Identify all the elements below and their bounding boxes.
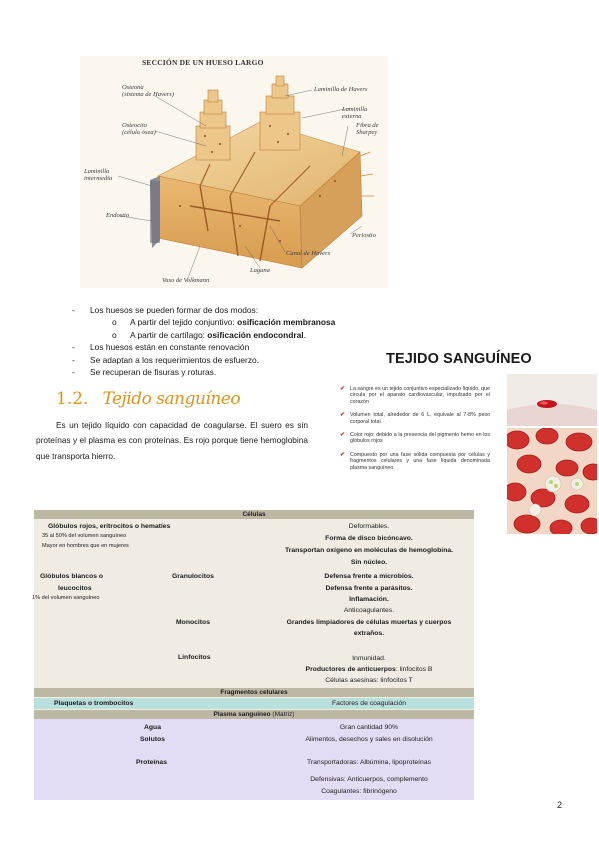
panel-list-item: ✔ Color rojo: debido a la presencia del pigmento hemo en los glóbulos rojos [340, 432, 490, 445]
blood-components-table [34, 510, 474, 800]
cell-type-globulos-blancos: leucocitos [58, 585, 92, 592]
cell-desc: Defensivas: Anticuerpos, complemento [310, 776, 428, 783]
section-number: 1.2. [56, 389, 89, 409]
cell-desc: Transportan oxígeno en moléculas de hemoglobina. [284, 547, 454, 554]
cell-note: Mayor en hombres que en mujeres [42, 543, 129, 549]
checkmark-icon: ✔ [340, 432, 346, 439]
cell-desc: extraños. [353, 630, 385, 637]
list-item: - Se adaptan a los requerimientos de esfuerzo. [72, 354, 260, 365]
list-item: - Los huesos se pueden formar de dos modos: [72, 305, 259, 315]
list-item: o A partir del tejido conjuntivo: osificación membranosa [112, 317, 336, 328]
blood-cells-image [507, 428, 597, 534]
cell-desc: Inmunidad. [352, 655, 386, 662]
plasma-agua: Agua [144, 724, 161, 731]
checkmark-icon: ✔ [340, 451, 346, 458]
cell-subtype-granulocitos: Granulocitos [172, 573, 214, 580]
label-canal-havers: Canal de Havers [286, 250, 331, 257]
cell-desc: Transportadoras: Albúmina, lipoproteínas [306, 759, 432, 766]
panel-list-item: ✔ Volumen total, alrededor de 6 L, equivale al 7-8% peso corporal total. [340, 412, 490, 425]
label-vaso-volkmann: Vaso de Volkmann [162, 277, 210, 284]
cell-desc: Alimentos, desechos y sales en disolución [305, 736, 433, 743]
cell-desc: Células asesinas: linfocitos T [325, 677, 413, 684]
list-item: - Los huesos están en constante renovación [72, 342, 250, 353]
label-periostio: Periostio [352, 232, 376, 239]
bone-section-figure [80, 56, 388, 288]
cell-desc: Factores de coagulación [331, 700, 407, 707]
cell-desc: Sin núcleo. [350, 559, 388, 566]
bone-facts-list [72, 304, 372, 378]
checkmark-icon: ✔ [340, 386, 346, 392]
cell-desc: Productores de anticuerpos: linfocitos B [305, 666, 433, 673]
panel-list-item: ✔ Compuesto por una fase sólida compuesta por células y fragmentos celulares y una fase líquida denominada plasma sanguíneo. [340, 451, 490, 471]
list-item: o A partir de cartílago: osificación endocondral. [112, 329, 306, 340]
figure-title: SECCIÓN DE UN HUESO LARGO [142, 58, 264, 67]
label-laminilla-havers: Laminilla de Havers [314, 86, 368, 93]
cell-desc: Coagulantes: fibrinógeno [321, 788, 397, 795]
section-heading [56, 389, 240, 409]
cell-type-plaquetas: Plaquetas o trombocitos [54, 700, 134, 707]
page-number: 2 [557, 800, 563, 810]
blood-drop-image [507, 374, 597, 426]
panel-list [340, 386, 490, 478]
section-title: Tejido sanguíneo [102, 389, 241, 409]
cell-subtype-monocitos: Monocitos [176, 619, 210, 626]
list-item: - Se recuperan de fisuras y roturas. [72, 367, 217, 378]
cell-type-globulos-rojos: Glóbulos rojos, eritrocitos o hematíes [48, 523, 171, 530]
cell-subtype-linfocitos: Linfocitos [178, 654, 211, 661]
table-header-celulas: Células [34, 510, 474, 519]
section-paragraph: Es un tejido líquido con capacidad de coagularse. El suero es sin proteínas y el plasma es con proteínas. Es rojo porque tiene hemoglobina que transporta hierro. [36, 420, 308, 461]
cell-desc: Defensa frente a parásitos. [325, 585, 413, 592]
label-osteocito: Osteocito (célula ósea) [122, 122, 156, 136]
cell-desc: Forma de disco bicóncavo. [325, 535, 413, 542]
label-endostio: Endostio [106, 212, 130, 219]
cell-desc: Deformables. [348, 523, 390, 530]
cell-desc: Defensa frente a microbios. [324, 573, 414, 580]
label-laminilla-intermedia: Laminilla intermedia [84, 168, 113, 182]
cell-note: 1% del volumen sanguíneo [32, 595, 100, 601]
panel-title: TEJIDO SANGUÍNEO [386, 351, 532, 367]
table-header-fragmentos: Fragmentos celulares [34, 688, 474, 697]
checkmark-icon: ✔ [340, 412, 346, 419]
table-header-plasma: Plasma sanguíneo (Matriz) [34, 710, 474, 719]
cell-desc: Anticoagulantes. [343, 607, 395, 614]
plasma-proteinas: Proteínas [136, 759, 167, 766]
label-fibra-sharpey: Fibra de Sharpey [356, 122, 379, 136]
cell-type-globulos-blancos: Glóbulos blancos o [40, 573, 104, 580]
cell-desc: Grandes limpiadores de células muertas y cuerpos [286, 619, 452, 626]
panel-list-item: ✔ La sangre es un tejido conjuntivo especializado líquido, que circula por el aparato cardiovascular, impulsado por el corazón [340, 386, 490, 405]
plasma-section [34, 719, 474, 800]
cell-note: 35 al 50% del volumen sanguíneo [42, 533, 127, 539]
plasma-solutos: Solutos [140, 736, 165, 743]
table-row [34, 698, 474, 709]
label-laguna: Laguna [250, 267, 270, 274]
cell-desc: Inflamación. [349, 596, 389, 603]
cell-desc: Gran cantidad 90% [339, 724, 399, 731]
label-osteona: Osteona (sistema de Havers) [122, 84, 174, 98]
label-laminilla-externa: Laminilla externa [342, 106, 368, 120]
